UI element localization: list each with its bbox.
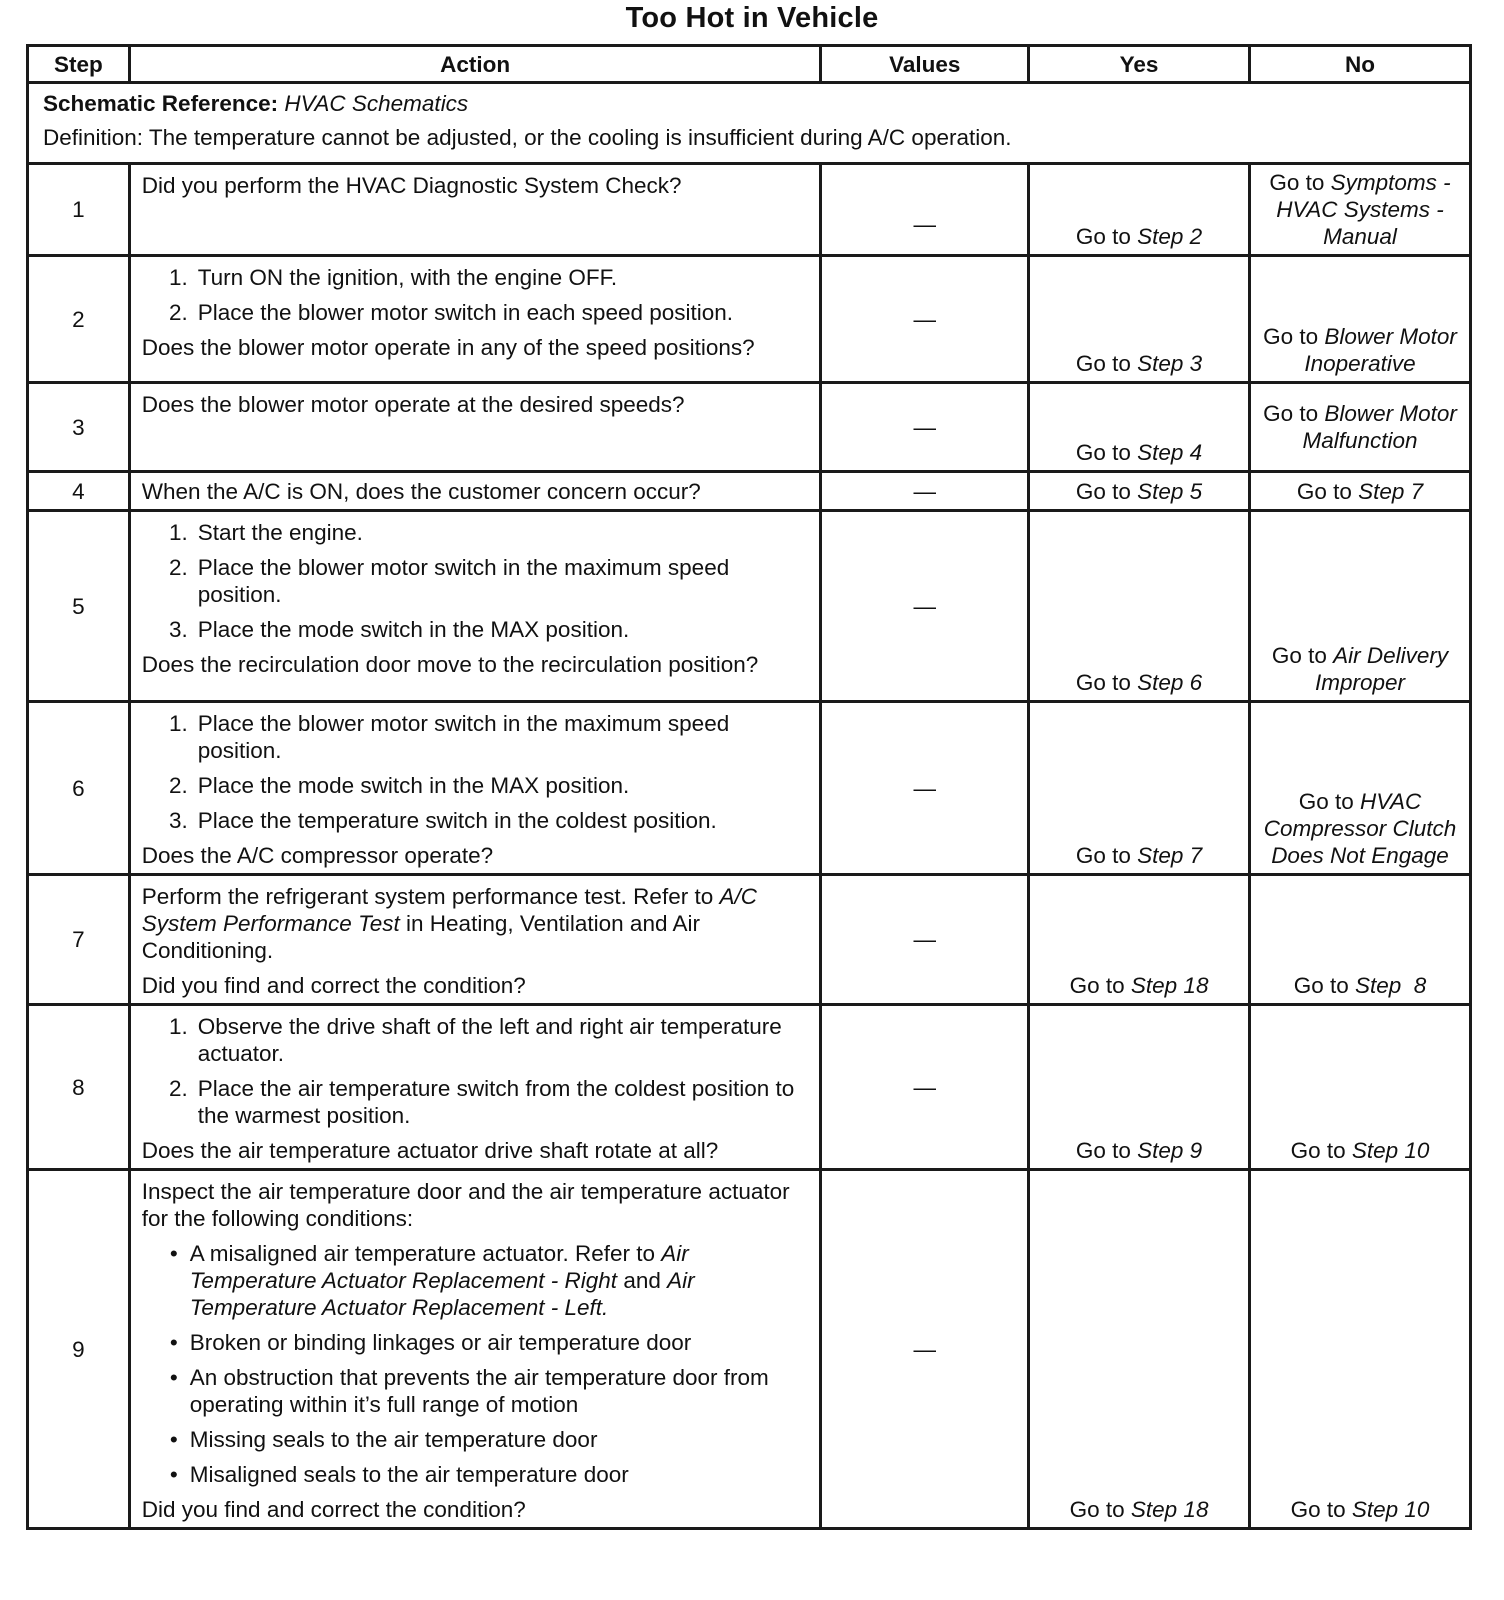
header-values: Values bbox=[821, 46, 1029, 83]
action-cell bbox=[129, 164, 821, 256]
yes-prefix: Go to bbox=[1075, 670, 1131, 695]
action-question: Does the blower motor operate at the desired speeds? bbox=[141, 392, 685, 417]
no-cell bbox=[1250, 472, 1471, 511]
action-cell bbox=[129, 1005, 821, 1170]
yes-cell bbox=[1029, 1005, 1250, 1170]
no-link[interactable]: Blower Motor Malfunction bbox=[1302, 401, 1457, 453]
no-cell bbox=[1250, 256, 1471, 383]
yes-link[interactable]: Step 5 bbox=[1137, 478, 1203, 504]
reference-cell bbox=[28, 83, 1471, 164]
table-row bbox=[28, 875, 1471, 1005]
table-row bbox=[28, 1170, 1471, 1529]
action-question: Did you find and correct the condition? bbox=[141, 973, 526, 998]
action-question: Does the recirculation door move to the recirculation position? bbox=[141, 652, 759, 677]
header-action: Action bbox=[129, 46, 821, 83]
step-number: 7 bbox=[28, 875, 130, 1005]
no-link[interactable]: Step 10 bbox=[1351, 1138, 1430, 1163]
action-item: 2. Place the blower motor switch in each speed position. bbox=[168, 300, 734, 325]
action-item: 2. Place the blower motor switch in the maximum speed position. bbox=[168, 555, 730, 607]
action-bullet: • Missing seals to the air temperature door bbox=[169, 1427, 598, 1452]
action-cell bbox=[129, 256, 821, 383]
yes-link[interactable]: Step 4 bbox=[1137, 440, 1203, 465]
action-cell bbox=[129, 1170, 821, 1529]
action-cell bbox=[129, 875, 821, 1005]
no-link[interactable]: Step 7 bbox=[1358, 478, 1424, 504]
values-cell: — bbox=[821, 702, 1029, 875]
action-bullet: • An obstruction that prevents the air temperature door from operating within it’s full range of motion bbox=[169, 1365, 769, 1417]
table-row bbox=[28, 702, 1471, 875]
yes-link[interactable]: Step 3 bbox=[1137, 351, 1203, 376]
no-prefix: Go to bbox=[1298, 789, 1354, 814]
no-prefix: Go to bbox=[1293, 973, 1349, 998]
yes-link[interactable]: Step 18 bbox=[1130, 1497, 1209, 1522]
action-question: Did you find and correct the condition? bbox=[141, 1497, 526, 1522]
yes-prefix: Go to bbox=[1075, 1138, 1131, 1163]
step-number: 6 bbox=[28, 702, 130, 875]
values-cell: — bbox=[821, 383, 1029, 472]
no-cell bbox=[1250, 875, 1471, 1005]
no-link[interactable]: Air Delivery Improper bbox=[1314, 643, 1449, 695]
schematic-reference bbox=[43, 90, 1455, 117]
header-row bbox=[28, 46, 1471, 83]
no-prefix: Go to bbox=[1290, 1497, 1346, 1522]
action-question: Did you perform the HVAC Diagnostic System Check? bbox=[141, 173, 682, 198]
action-question: Does the A/C compressor operate? bbox=[141, 843, 494, 868]
table-row bbox=[28, 383, 1471, 472]
action-intro: Perform the refrigerant system performance test. Refer to A/C System Performance Test in Heating, Ventilation and Air Conditioning. bbox=[141, 884, 757, 963]
header-step: Step bbox=[28, 46, 130, 83]
no-cell bbox=[1250, 1005, 1471, 1170]
values-cell: — bbox=[821, 1005, 1029, 1170]
step-number: 5 bbox=[28, 511, 130, 702]
header-no: No bbox=[1250, 46, 1471, 83]
no-prefix: Go to bbox=[1296, 478, 1352, 504]
action-item: 2. Place the mode switch in the MAX position. bbox=[168, 773, 630, 798]
values-cell: — bbox=[821, 875, 1029, 1005]
yes-cell bbox=[1029, 702, 1250, 875]
values-cell: — bbox=[821, 256, 1029, 383]
action-link[interactable]: A/C System Performance Test bbox=[141, 884, 757, 936]
no-cell bbox=[1250, 383, 1471, 472]
yes-prefix: Go to bbox=[1069, 1497, 1125, 1522]
action-item: 1. Start the engine. bbox=[168, 520, 363, 545]
yes-cell bbox=[1029, 472, 1250, 511]
no-cell bbox=[1250, 1170, 1471, 1529]
no-cell bbox=[1250, 164, 1471, 256]
no-link[interactable]: Step 8 bbox=[1355, 973, 1427, 998]
yes-link[interactable]: Step 9 bbox=[1137, 1138, 1203, 1163]
action-cell bbox=[129, 383, 821, 472]
values-cell: — bbox=[821, 511, 1029, 702]
step-number: 9 bbox=[28, 1170, 130, 1529]
yes-link[interactable]: Step 2 bbox=[1137, 224, 1203, 249]
no-cell bbox=[1250, 511, 1471, 702]
values-cell: — bbox=[821, 164, 1029, 256]
header-yes: Yes bbox=[1029, 46, 1250, 83]
action-item: 1. Place the blower motor switch in the maximum speed position. bbox=[168, 711, 730, 763]
no-prefix: Go to bbox=[1263, 324, 1319, 349]
step-number: 4 bbox=[28, 472, 130, 511]
no-link[interactable]: Symptoms - HVAC Systems - Manual bbox=[1276, 170, 1451, 249]
yes-prefix: Go to bbox=[1075, 440, 1131, 465]
action-cell bbox=[129, 511, 821, 702]
table-row bbox=[28, 256, 1471, 383]
yes-link[interactable]: Step 7 bbox=[1137, 843, 1203, 868]
no-link[interactable]: HVAC Compressor Clutch Does Not Engage bbox=[1263, 789, 1457, 868]
yes-link[interactable]: Step 6 bbox=[1137, 670, 1203, 695]
yes-cell bbox=[1029, 1170, 1250, 1529]
yes-cell bbox=[1029, 511, 1250, 702]
values-cell: — bbox=[821, 1170, 1029, 1529]
action-link[interactable]: Air Temperature Actuator Replacement - Left. bbox=[189, 1268, 695, 1320]
table-row bbox=[28, 511, 1471, 702]
table-row bbox=[28, 472, 1471, 511]
no-cell bbox=[1250, 702, 1471, 875]
step-number: 3 bbox=[28, 383, 130, 472]
no-prefix: Go to bbox=[1269, 170, 1325, 195]
no-prefix: Go to bbox=[1271, 643, 1327, 668]
action-item: 1. Turn ON the ignition, with the engine OFF. bbox=[168, 265, 618, 290]
no-prefix: Go to bbox=[1290, 1138, 1346, 1163]
action-question: Does the air temperature actuator drive shaft rotate at all? bbox=[141, 1138, 719, 1163]
yes-prefix: Go to bbox=[1075, 351, 1131, 376]
yes-cell bbox=[1029, 875, 1250, 1005]
action-cell bbox=[129, 472, 821, 511]
yes-cell bbox=[1029, 256, 1250, 383]
action-bullet: • A misaligned air temperature actuator. Refer to Air Temperature Actuator Replacement - Right and Air Temperature Actuator Replacement - Left. bbox=[169, 1241, 695, 1320]
action-cell bbox=[129, 702, 821, 875]
schematic-reference-label: Schematic Reference: bbox=[43, 91, 279, 116]
action-item: 3. Place the temperature switch in the coldest position. bbox=[168, 808, 717, 833]
step-number: 8 bbox=[28, 1005, 130, 1170]
action-link[interactable]: Air Temperature Actuator Replacement - Right bbox=[189, 1241, 689, 1293]
action-question: Does the blower motor operate in any of the speed positions? bbox=[141, 335, 755, 360]
yes-cell bbox=[1029, 164, 1250, 256]
yes-prefix: Go to bbox=[1075, 224, 1131, 249]
table-row bbox=[28, 1005, 1471, 1170]
step-number: 1 bbox=[28, 164, 130, 256]
yes-prefix: Go to bbox=[1075, 478, 1131, 504]
schematic-reference-link[interactable]: HVAC Schematics bbox=[284, 91, 469, 116]
no-prefix: Go to bbox=[1263, 401, 1319, 426]
page-title: Too Hot in Vehicle bbox=[625, 2, 879, 34]
action-bullet: • Misaligned seals to the air temperature door bbox=[169, 1462, 629, 1487]
values-cell: — bbox=[821, 472, 1029, 511]
no-link[interactable]: Step 10 bbox=[1351, 1497, 1430, 1522]
action-item: 3. Place the mode switch in the MAX position. bbox=[168, 617, 630, 642]
yes-link[interactable]: Step 18 bbox=[1130, 973, 1209, 998]
yes-prefix: Go to bbox=[1069, 973, 1125, 998]
yes-cell bbox=[1029, 383, 1250, 472]
no-link[interactable]: Blower Motor Inoperative bbox=[1304, 324, 1457, 376]
definition: Definition: The temperature cannot be adjusted, or the cooling is insufficient during A/C operation. bbox=[43, 125, 1012, 150]
action-item: 2. Place the air temperature switch from the coldest position to the warmest position. bbox=[168, 1076, 795, 1128]
action-intro: Inspect the air temperature door and the air temperature actuator for the following conditions: bbox=[141, 1179, 790, 1231]
diagnostic-table bbox=[26, 44, 1472, 1530]
table-row bbox=[28, 164, 1471, 256]
yes-prefix: Go to bbox=[1075, 843, 1131, 868]
action-bullet: • Broken or binding linkages or air temperature door bbox=[169, 1330, 692, 1355]
reference-row bbox=[28, 83, 1471, 164]
step-number: 2 bbox=[28, 256, 130, 383]
action-item: 1. Observe the drive shaft of the left and right air temperature actuator. bbox=[168, 1014, 782, 1066]
action-question: When the A/C is ON, does the customer concern occur? bbox=[141, 478, 701, 504]
